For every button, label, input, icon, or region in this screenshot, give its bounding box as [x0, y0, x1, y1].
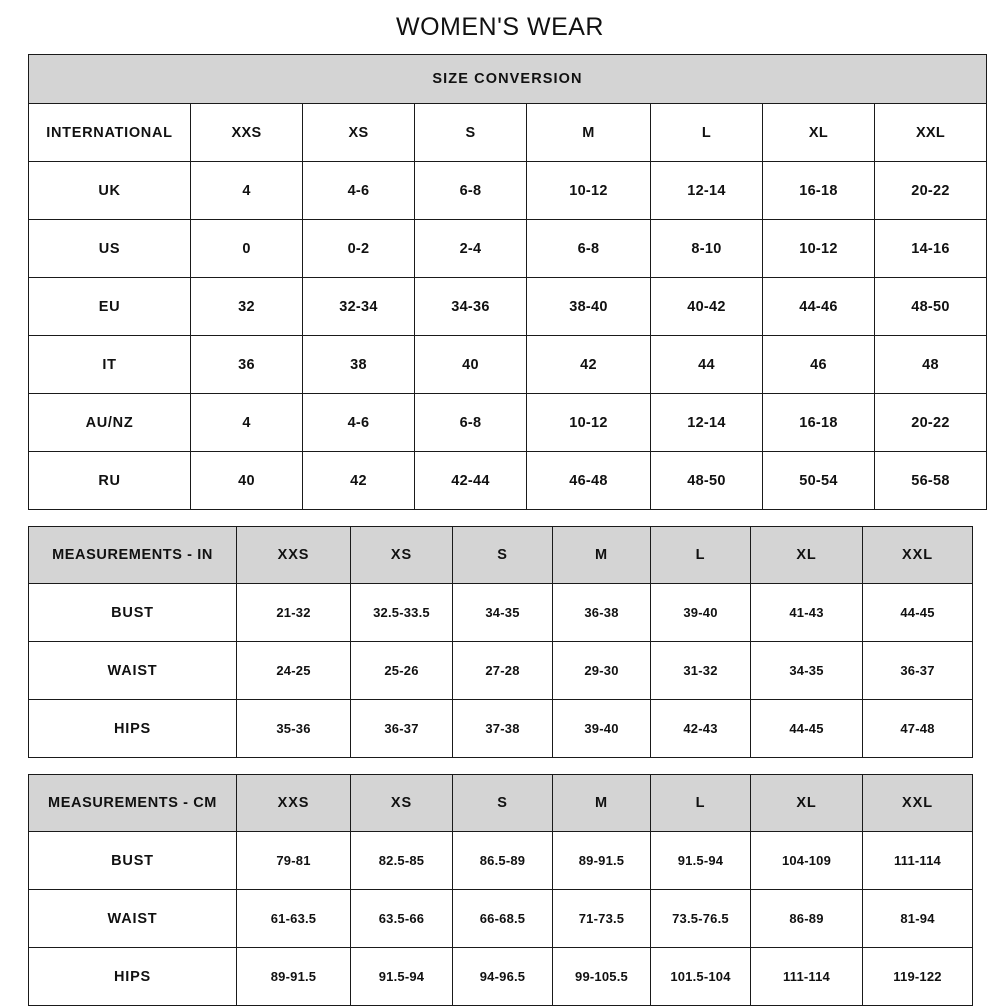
table-cell: 36 [191, 336, 303, 394]
table-cell: 40 [191, 452, 303, 510]
table-banner-row [29, 55, 987, 104]
table-cell: 34-35 [453, 584, 553, 642]
header-cell-xxl: XXL [863, 527, 973, 584]
table-cell: 111-114 [863, 832, 973, 890]
table-cell: 42-43 [651, 700, 751, 758]
row-label: HIPS [29, 948, 237, 1006]
table-cell: 119-122 [863, 948, 973, 1006]
page-title: WOMEN'S WEAR [396, 13, 604, 41]
table-cell: 73.5-76.5 [651, 890, 751, 948]
table-cell: 81-94 [863, 890, 973, 948]
table-cell: 38-40 [527, 278, 651, 336]
table-cell: 71-73.5 [553, 890, 651, 948]
measurements-inches-table [28, 526, 973, 758]
table-cell: 34-36 [415, 278, 527, 336]
header-cell-xs: XS [303, 104, 415, 162]
header-cell-measurements-in: MEASUREMENTS - IN [29, 527, 237, 584]
header-cell-s: S [415, 104, 527, 162]
table-cell: 89-91.5 [237, 948, 351, 1006]
size-conversion-banner: SIZE CONVERSION [29, 55, 987, 104]
table-cell: 6-8 [415, 394, 527, 452]
table-cell: 6-8 [527, 220, 651, 278]
table-cell: 91.5-94 [651, 832, 751, 890]
table-cell: 4-6 [303, 394, 415, 452]
header-cell-xl: XL [763, 104, 875, 162]
table-cell: 44-46 [763, 278, 875, 336]
table-cell: 32 [191, 278, 303, 336]
header-cell-l: L [651, 104, 763, 162]
table-cell: 56-58 [875, 452, 987, 510]
table-cell: 40 [415, 336, 527, 394]
table-cell: 111-114 [751, 948, 863, 1006]
table-row [29, 948, 973, 1006]
header-cell-l: L [651, 527, 751, 584]
table-row [29, 832, 973, 890]
table-cell: 101.5-104 [651, 948, 751, 1006]
table-cell: 36-37 [351, 700, 453, 758]
table-cell: 48-50 [875, 278, 987, 336]
header-cell-xxs: XXS [237, 527, 351, 584]
table-cell: 10-12 [527, 394, 651, 452]
table-cell: 2-4 [415, 220, 527, 278]
table-cell: 86.5-89 [453, 832, 553, 890]
header-cell-s: S [453, 527, 553, 584]
table-cell: 47-48 [863, 700, 973, 758]
table-cell: 48 [875, 336, 987, 394]
table-row [29, 278, 987, 336]
table-row [29, 336, 987, 394]
table-cell: 32.5-33.5 [351, 584, 453, 642]
row-label: UK [29, 162, 191, 220]
table-cell: 24-25 [237, 642, 351, 700]
table-cell: 4 [191, 394, 303, 452]
header-cell-xxs: XXS [237, 775, 351, 832]
table-cell: 8-10 [651, 220, 763, 278]
table-cell: 20-22 [875, 162, 987, 220]
size-conversion-table [28, 54, 987, 510]
table-cell: 4-6 [303, 162, 415, 220]
table-cell: 35-36 [237, 700, 351, 758]
table-cell: 104-109 [751, 832, 863, 890]
table-cell: 42-44 [415, 452, 527, 510]
table-cell: 40-42 [651, 278, 763, 336]
table-cell: 12-14 [651, 394, 763, 452]
table-cell: 38 [303, 336, 415, 394]
table-row [29, 700, 973, 758]
table-cell: 12-14 [651, 162, 763, 220]
table-cell: 21-32 [237, 584, 351, 642]
table-cell: 46 [763, 336, 875, 394]
table-cell: 16-18 [763, 162, 875, 220]
header-cell-l: L [651, 775, 751, 832]
table-row [29, 890, 973, 948]
table-cell: 36-37 [863, 642, 973, 700]
table-cell: 34-35 [751, 642, 863, 700]
table-cell: 61-63.5 [237, 890, 351, 948]
table-row [29, 642, 973, 700]
header-cell-s: S [453, 775, 553, 832]
table-cell: 91.5-94 [351, 948, 453, 1006]
table-cell: 27-28 [453, 642, 553, 700]
table-cell: 4 [191, 162, 303, 220]
row-label: BUST [29, 584, 237, 642]
table-cell: 86-89 [751, 890, 863, 948]
table-cell: 89-91.5 [553, 832, 651, 890]
table-cell: 25-26 [351, 642, 453, 700]
table-cell: 31-32 [651, 642, 751, 700]
header-cell-m: M [527, 104, 651, 162]
table-cell: 29-30 [553, 642, 651, 700]
row-label: BUST [29, 832, 237, 890]
table-cell: 46-48 [527, 452, 651, 510]
header-cell-measurements-cm: MEASUREMENTS - CM [29, 775, 237, 832]
table-cell: 82.5-85 [351, 832, 453, 890]
table-header-row [29, 527, 973, 584]
table-row [29, 394, 987, 452]
header-cell-m: M [553, 775, 651, 832]
table-row [29, 452, 987, 510]
table-cell: 0-2 [303, 220, 415, 278]
table-cell: 10-12 [763, 220, 875, 278]
table-row [29, 220, 987, 278]
table-cell: 44 [651, 336, 763, 394]
table-cell: 0 [191, 220, 303, 278]
row-label: WAIST [29, 890, 237, 948]
row-label: EU [29, 278, 191, 336]
row-label: IT [29, 336, 191, 394]
header-cell-xs: XS [351, 775, 453, 832]
row-label: RU [29, 452, 191, 510]
table-header-row [29, 775, 973, 832]
header-cell-xxl: XXL [875, 104, 987, 162]
table-cell: 66-68.5 [453, 890, 553, 948]
header-cell-xl: XL [751, 527, 863, 584]
header-cell-xxs: XXS [191, 104, 303, 162]
row-label: AU/NZ [29, 394, 191, 452]
table-row [29, 162, 987, 220]
table-cell: 94-96.5 [453, 948, 553, 1006]
table-cell: 37-38 [453, 700, 553, 758]
row-label: US [29, 220, 191, 278]
table-cell: 20-22 [875, 394, 987, 452]
table-cell: 99-105.5 [553, 948, 651, 1006]
header-cell-xl: XL [751, 775, 863, 832]
table-cell: 48-50 [651, 452, 763, 510]
header-cell-m: M [553, 527, 651, 584]
row-label: HIPS [29, 700, 237, 758]
table-cell: 44-45 [863, 584, 973, 642]
header-cell-international: INTERNATIONAL [29, 104, 191, 162]
table-cell: 16-18 [763, 394, 875, 452]
table-cell: 14-16 [875, 220, 987, 278]
measurements-centimeters-table [28, 774, 973, 1006]
header-cell-xs: XS [351, 527, 453, 584]
table-cell: 63.5-66 [351, 890, 453, 948]
table-cell: 44-45 [751, 700, 863, 758]
table-cell: 42 [527, 336, 651, 394]
table-cell: 10-12 [527, 162, 651, 220]
header-cell-xxl: XXL [863, 775, 973, 832]
table-cell: 50-54 [763, 452, 875, 510]
table-cell: 79-81 [237, 832, 351, 890]
table-cell: 39-40 [553, 700, 651, 758]
table-cell: 32-34 [303, 278, 415, 336]
row-label: WAIST [29, 642, 237, 700]
table-cell: 39-40 [651, 584, 751, 642]
table-cell: 42 [303, 452, 415, 510]
table-header-row [29, 104, 987, 162]
table-cell: 41-43 [751, 584, 863, 642]
table-cell: 36-38 [553, 584, 651, 642]
table-cell: 6-8 [415, 162, 527, 220]
table-row [29, 584, 973, 642]
